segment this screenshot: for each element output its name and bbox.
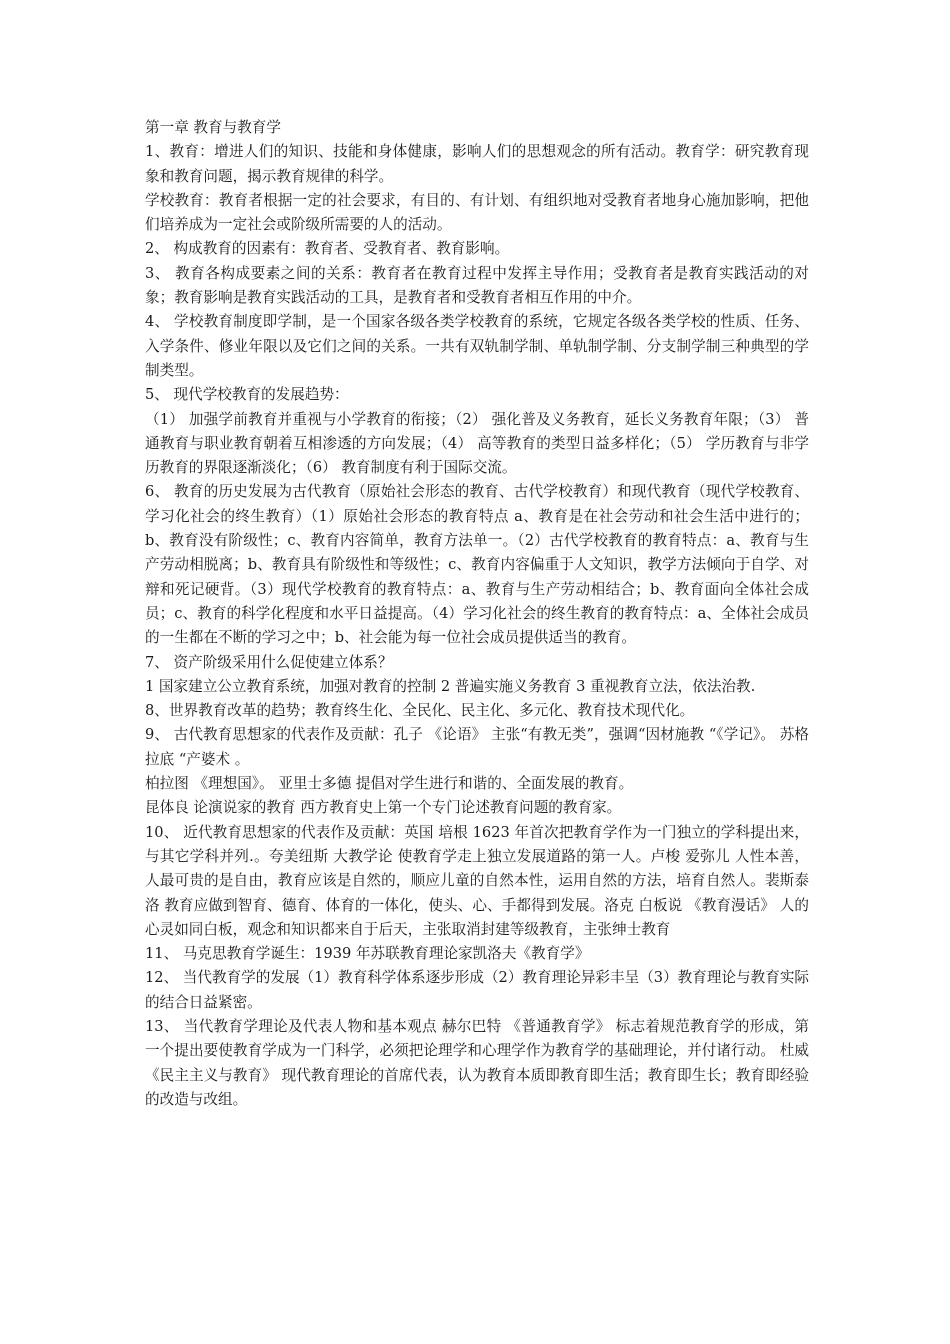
paragraph: 昆体良 论演说家的教育 西方教育史上第一个专门论述教育问题的教育家。 xyxy=(145,799,622,817)
paragraph: 9、 古代教育思想家的代表作及贡献：孔子 《论语》 主张“有教无类”，强调“因材施教 “《学记》。 苏格拉底 “产婆术 。 xyxy=(145,726,809,768)
paragraph: 13、 当代教育学理论及代表人物和基本观点 赫尔巴特 《普通教育学》 标志着规范教育学的形成，第一个提出要使教育学成为一门科学，必须把论理学和心理学作为教育学的基础理论，并付诸行动。 杜威 《民主主义与教育》 现代教育理论的首席代表，认为教育本质即教育即生活；教育即生长；教育即经验的改造与改组。 xyxy=(145,1017,809,1108)
paragraph: 8、世界教育改革的趋势；教育终生化、全民化、民主化、多元化、教育技术现代化。 xyxy=(145,702,695,720)
paragraph: 10、 近代教育思想家的代表作及贡献：英国 培根 1623 年首次把教育学作为一门独立的学科提出来，与其它学科并列.。夸美纽斯 大教学论 使教育学走上独立发展道路的第一人。卢梭 爱弥儿 人性本善，人最可贵的是自由，教育应该是自然的，顺应儿童的自然本性，运用自然的方法，培育自然人。裴斯泰洛 教育应做到智育、德育、体育的一体化，使头、心、手都得到发展。洛克 白板说 《教育漫话》 人的心灵如同白板，观念和知识都来自于后天，主张取消封建等级教育，主张绅士教育 xyxy=(145,823,809,938)
paragraph: 6、 教育的历史发展为古代教育（原始社会形态的教育、古代学校教育）和现代教育（现代学校教育、学习化社会的终生教育）（1）原始社会形态的教育特点 a、教育是在社会劳动和社会生活中进行的；b、教育没有阶级性；c、教育内容简单，教育方法单一。（2）古代学校教育的教育特点：a、教育与生产劳动相脱离；b、教育具有阶级性和等级性；c、教育内容偏重于人文知识，教学方法倾向于自学、对辩和死记硬背。（3）现代学校教育的教育特点：a、教育与生产劳动相结合；b、教育面向全体社会成员；c、教育的科学化程度和水平日益提高。（4）学习化社会的终生教育的教育特点：a、全体社会成员的一生都在不断的学习之中；b、社会能为每一位社会成员提供适当的教育。 xyxy=(145,483,809,647)
paragraph: 学校教育：教育者根据一定的社会要求，有目的、有计划、有组织地对受教育者地身心施加影响，把他们培养成为一定社会或阶级所需要的人的活动。 xyxy=(145,191,809,234)
document-body xyxy=(145,116,809,1112)
paragraph: 1 国家建立公立教育系统，加强对教育的控制 2 普遍实施义务教育 3 重视教育立法，依法治教. xyxy=(145,677,756,695)
paragraph: 柏拉图 《理想国》。 亚里士多德 提倡对学生进行和谐的、全面发展的教育。 xyxy=(145,775,634,793)
paragraph: 2、 构成教育的因素有：教育者、受教育者、教育影响。 xyxy=(145,240,510,258)
paragraph: （1） 加强学前教育并重视与小学教育的衔接；（2） 强化普及义务教育，延长义务教育年限；（3） 普通教育与职业教育朝着互相渗透的方向发展；（4） 高等教育的类型日益多样化；（5） 学历教育与非学历教育的界限逐渐淡化；（6） 教育制度有利于国际交流。 xyxy=(145,410,809,477)
paragraph: 1、教育：增进人们的知识、技能和身体健康，影响人们的思想观念的所有活动。教育学：研究教育现象和教育问题，揭示教育规律的科学。 xyxy=(145,143,809,185)
paragraph: 3、 教育各构成要素之间的关系：教育者在教育过程中发挥主导作用；受教育者是教育实践活动的对象；教育影响是教育实践活动的工具，是教育者和受教育者相互作用的中介。 xyxy=(145,264,809,307)
paragraph: 5、 现代学校教育的发展趋势： xyxy=(145,386,349,404)
paragraph: 12、 当代教育学的发展（1）教育科学体系逐步形成（2）教育理论异彩丰呈（3）教育理论与教育实际的结合日益紧密。 xyxy=(145,969,810,1011)
paragraph: 11、 马克思教育学诞生：1939 年苏联教育理论家凯洛夫《教育学》 xyxy=(145,945,590,963)
chapter-title: 第一章 教育与教育学 xyxy=(145,119,281,136)
paragraph: 4、 学校教育制度即学制，是一个国家各级各类学校教育的系统，它规定各级各类学校的性质、任务、入学条件、修业年限以及它们之间的关系。一共有双轨制学制、单轨制学制、分支制学制三种典型的学制类型。 xyxy=(145,313,809,379)
paragraph: 7、 资产阶级采用什么促使建立体系？ xyxy=(145,653,393,671)
